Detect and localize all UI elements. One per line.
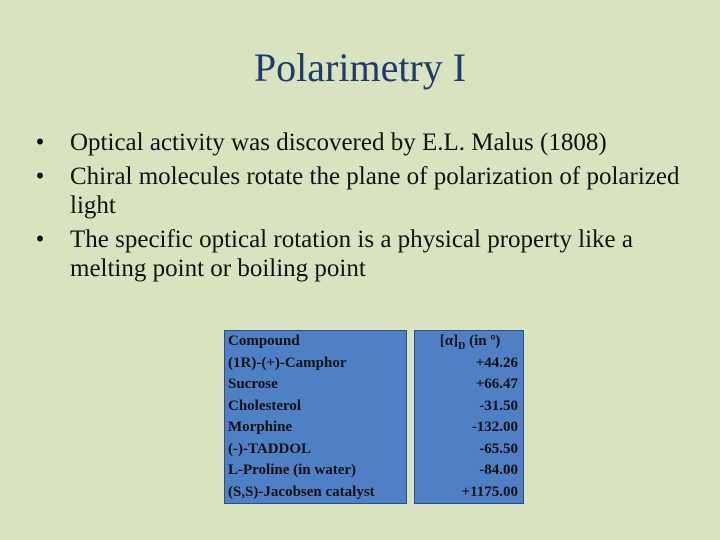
compound-header: Compound (228, 333, 300, 349)
bullet-icon: • (35, 226, 45, 253)
rotation-cell: -31.50 (479, 397, 518, 414)
rotation-cell: +1175.00 (461, 483, 518, 500)
compound-cell: Morphine (228, 419, 293, 435)
compound-cell: (1R)-(+)-Camphor (228, 354, 347, 371)
bullet-item (28, 225, 698, 283)
compound-cell: (-)-TADDOL (228, 440, 312, 457)
rotation-cell: -132.00 (471, 419, 518, 435)
compound-list (228, 331, 375, 503)
compound-cell: Cholesterol (228, 397, 302, 414)
bullet-list (28, 128, 698, 288)
compound-cell: L-Proline (in water) (228, 462, 357, 478)
compound-cell: (S,S)-Jacobsen catalyst (228, 483, 375, 500)
bullet-item (28, 162, 698, 220)
bullet-item (28, 128, 698, 157)
rotation-list (414, 331, 518, 503)
rotation-cell: +44.26 (475, 354, 518, 371)
rotation-header: $[\alpha]_D$ (in º) (439, 333, 501, 352)
bullet-icon: • (35, 129, 45, 156)
compound-cell: Sucrose (228, 376, 278, 392)
slide-title: Polarimetry I (253, 45, 467, 90)
bullet-text: Optical activity was discovered by E.L. Malus (1808) (70, 129, 607, 156)
bullet-text: The specific optical rotation is a physical property like a melting point or boiling point (70, 226, 634, 282)
bullet-icon: • (35, 163, 45, 190)
rotation-cell: -84.00 (479, 462, 518, 478)
rotation-cell: +66.47 (475, 376, 518, 392)
rotation-cell: -65.50 (479, 440, 518, 457)
bullet-text: Chiral molecules rotate the plane of polarization of polarized light (70, 163, 680, 219)
